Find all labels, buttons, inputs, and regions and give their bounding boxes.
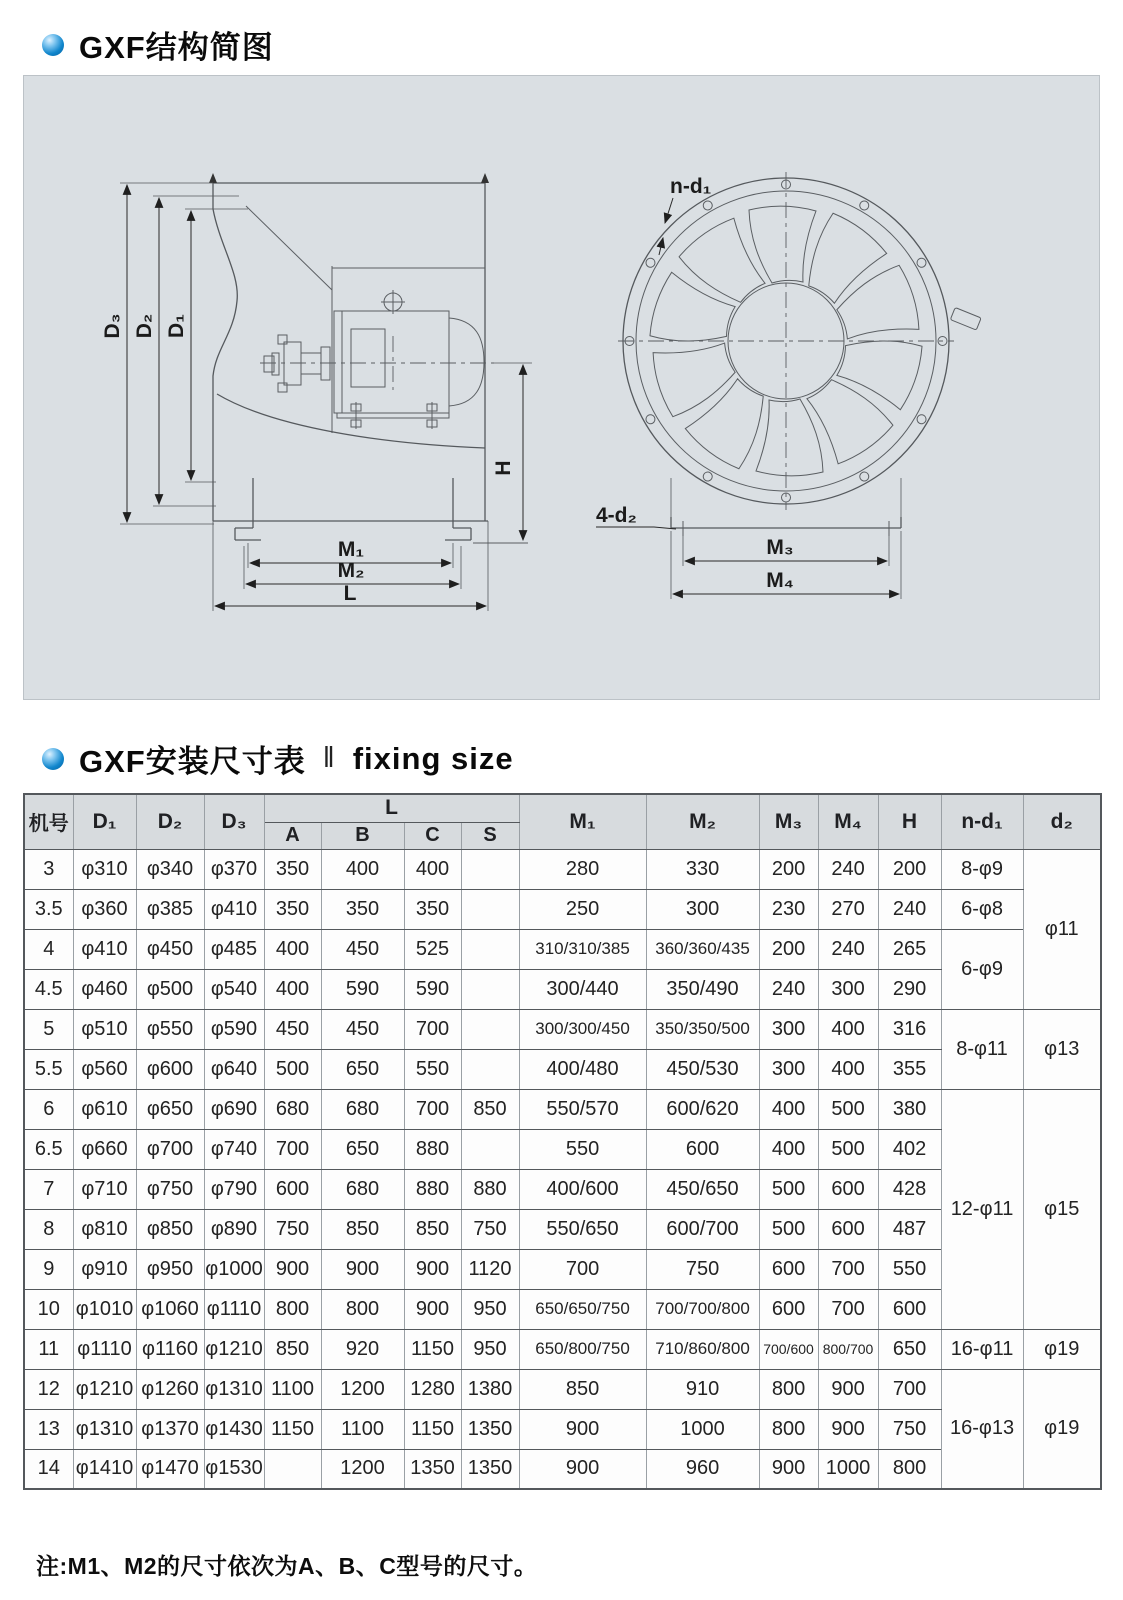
cell: 330 (646, 849, 759, 889)
cell: 710/860/800 (646, 1329, 759, 1369)
cell: 450 (321, 929, 404, 969)
cell: 680 (264, 1089, 321, 1129)
cell: φ1210 (204, 1329, 264, 1369)
cell: 450 (321, 1009, 404, 1049)
cell: φ560 (73, 1049, 136, 1089)
cell: 8-φ11 (941, 1009, 1023, 1089)
cell: 900 (759, 1449, 818, 1489)
cell (461, 1049, 519, 1089)
cell: φ710 (73, 1169, 136, 1209)
cell: 487 (878, 1209, 941, 1249)
cell: 600 (818, 1209, 878, 1249)
cell: 300 (759, 1009, 818, 1049)
cell: φ1310 (73, 1409, 136, 1449)
cell: 850 (264, 1329, 321, 1369)
col-header-d1: D₁ (73, 794, 136, 849)
cell: 6-φ8 (941, 889, 1023, 929)
cell: 700 (878, 1369, 941, 1409)
cell: φ19 (1023, 1369, 1101, 1489)
cell: 6 (24, 1089, 73, 1129)
cell: 1380 (461, 1369, 519, 1409)
footnote: 注:M1、M2的尺寸依次为A、B、C型号的尺寸。 (36, 1553, 538, 1579)
fixing-size-table-wrap (23, 793, 1102, 1490)
cell: 700 (404, 1089, 461, 1129)
cell: 700 (818, 1289, 878, 1329)
cell: 500 (264, 1049, 321, 1089)
cell: 240 (759, 969, 818, 1009)
cell: 650 (321, 1129, 404, 1169)
cell: 1200 (321, 1449, 404, 1489)
dim-label-nd1: n-d₁ (670, 175, 712, 198)
cell: 600 (818, 1169, 878, 1209)
col-header-c: C (404, 822, 461, 849)
cell: 6.5 (24, 1129, 73, 1169)
cell: φ1530 (204, 1449, 264, 1489)
cell: 400 (264, 969, 321, 1009)
cell: 350 (264, 889, 321, 929)
col-header-jihao: 机号 (24, 794, 73, 849)
cell: 960 (646, 1449, 759, 1489)
cell: 500 (759, 1209, 818, 1249)
cell: φ910 (73, 1249, 136, 1289)
cell: 900 (264, 1249, 321, 1289)
cell: φ790 (204, 1169, 264, 1209)
cell: 402 (878, 1129, 941, 1169)
cell: φ590 (204, 1009, 264, 1049)
cell: φ460 (73, 969, 136, 1009)
cell: 1200 (321, 1369, 404, 1409)
cell: 700 (519, 1249, 646, 1289)
cell: 300 (759, 1049, 818, 1089)
cell: 350/350/500 (646, 1009, 759, 1049)
dim-label-m1: M₁ (337, 538, 365, 561)
col-header-a: A (264, 822, 321, 849)
handle-tab (950, 308, 981, 331)
cell: φ500 (136, 969, 204, 1009)
front-view-drawing (596, 172, 981, 599)
cell: φ1470 (136, 1449, 204, 1489)
cell: 450 (264, 1009, 321, 1049)
table-row (24, 1129, 1101, 1169)
cell: 550 (878, 1249, 941, 1289)
cell: φ13 (1023, 1009, 1101, 1089)
cell: 1150 (404, 1409, 461, 1449)
cell (461, 969, 519, 1009)
cell: 6-φ9 (941, 929, 1023, 1009)
cell: φ890 (204, 1209, 264, 1249)
cell: 400 (818, 1009, 878, 1049)
col-header-nd1: n-d₁ (941, 794, 1023, 849)
cell (461, 849, 519, 889)
cell: 900 (519, 1449, 646, 1489)
cell: φ1110 (204, 1289, 264, 1329)
cell: 265 (878, 929, 941, 969)
cell: φ19 (1023, 1329, 1101, 1369)
table-row (24, 849, 1101, 889)
cell: 800 (759, 1369, 818, 1409)
cell: 900 (404, 1289, 461, 1329)
col-header-m2: M₂ (646, 794, 759, 849)
cell: φ1110 (73, 1329, 136, 1369)
cell: 16-φ11 (941, 1329, 1023, 1369)
table-row (24, 1089, 1101, 1129)
cell: 270 (818, 889, 878, 929)
cell: 300 (646, 889, 759, 929)
cell: 550 (404, 1049, 461, 1089)
table-row (24, 1249, 1101, 1289)
cell: 7 (24, 1169, 73, 1209)
cell: 600 (759, 1289, 818, 1329)
structure-diagram-panel (23, 75, 1100, 700)
cell: 1350 (461, 1449, 519, 1489)
cell: 590 (404, 969, 461, 1009)
table-row (24, 1329, 1101, 1369)
cell: 600/700 (646, 1209, 759, 1249)
cell: 240 (878, 889, 941, 929)
cell: φ310 (73, 849, 136, 889)
cell: 850 (461, 1089, 519, 1129)
cell: φ850 (136, 1209, 204, 1249)
cell: 650 (321, 1049, 404, 1089)
col-header-s: S (461, 822, 519, 849)
cell: 200 (759, 849, 818, 889)
table-row (24, 929, 1101, 969)
cell: 700/600 (759, 1329, 818, 1369)
cell: φ750 (136, 1169, 204, 1209)
cell: 900 (519, 1409, 646, 1449)
cell: φ340 (136, 849, 204, 889)
cell: 900 (818, 1369, 878, 1409)
cell: φ1430 (204, 1409, 264, 1449)
cell: 12 (24, 1369, 73, 1409)
cell: φ450 (136, 929, 204, 969)
cell: 5 (24, 1009, 73, 1049)
dim-label-d3: D₃ (101, 313, 124, 339)
cell: 700 (818, 1249, 878, 1289)
cell: 1350 (461, 1409, 519, 1449)
cell: φ660 (73, 1129, 136, 1169)
col-header-l: L (264, 794, 519, 822)
cell: φ1160 (136, 1329, 204, 1369)
cell (461, 929, 519, 969)
fixing-size-table (23, 793, 1102, 1490)
cell: 350/490 (646, 969, 759, 1009)
cell: 3.5 (24, 889, 73, 929)
col-header-d3: D₃ (204, 794, 264, 849)
cell: 360/360/435 (646, 929, 759, 969)
cell: 500 (759, 1169, 818, 1209)
cell: 950 (461, 1289, 519, 1329)
cell: 350 (264, 849, 321, 889)
table-row (24, 1009, 1101, 1049)
cell: 350 (321, 889, 404, 929)
table-row (24, 1289, 1101, 1329)
cell: φ360 (73, 889, 136, 929)
cell: φ1310 (204, 1369, 264, 1409)
dim-label-4d2: 4-d₂ (596, 504, 637, 527)
table-row (24, 1409, 1101, 1449)
table-row (24, 1169, 1101, 1209)
blue-bullet-icon (42, 748, 64, 770)
cell: 8 (24, 1209, 73, 1249)
cell: φ410 (73, 929, 136, 969)
cell: 910 (646, 1369, 759, 1409)
cell: 200 (759, 929, 818, 969)
cell: 10 (24, 1289, 73, 1329)
cell: 1150 (404, 1329, 461, 1369)
cell: 750 (264, 1209, 321, 1249)
cell: 800/700 (818, 1329, 878, 1369)
cell: φ1410 (73, 1449, 136, 1489)
cell: φ610 (73, 1089, 136, 1129)
cell (461, 1129, 519, 1169)
cell: φ1210 (73, 1369, 136, 1409)
cell: φ1010 (73, 1289, 136, 1329)
cell: φ1060 (136, 1289, 204, 1329)
cell: 850 (404, 1209, 461, 1249)
cell: φ600 (136, 1049, 204, 1089)
col-header-d2hole: d₂ (1023, 794, 1101, 849)
cell: 240 (818, 929, 878, 969)
cell: 800 (878, 1449, 941, 1489)
dim-label-m2: M₂ (337, 559, 365, 582)
section2-subtitle: fixing size (352, 740, 514, 776)
side-view-drawing (101, 173, 532, 611)
dim-label-m4: M₄ (766, 569, 794, 592)
table-row (24, 1449, 1101, 1489)
col-header-d2: D₂ (136, 794, 204, 849)
dim-label-l: L (343, 582, 357, 605)
col-header-m1: M₁ (519, 794, 646, 849)
cell: φ510 (73, 1009, 136, 1049)
cell: 355 (878, 1049, 941, 1089)
cell: φ11 (1023, 849, 1101, 1009)
cell: 525 (404, 929, 461, 969)
cell: 380 (878, 1089, 941, 1129)
cell: 300/440 (519, 969, 646, 1009)
cell: φ740 (204, 1129, 264, 1169)
cell: 400 (404, 849, 461, 889)
cell: 230 (759, 889, 818, 929)
cell: 900 (404, 1249, 461, 1289)
section2-title: GXF安装尺寸表 (79, 744, 306, 779)
dim-label-h: H (492, 460, 515, 476)
cell: 300 (818, 969, 878, 1009)
cell: 850 (519, 1369, 646, 1409)
cell: φ650 (136, 1089, 204, 1129)
cell: φ950 (136, 1249, 204, 1289)
cell: 900 (321, 1249, 404, 1289)
cell: 200 (878, 849, 941, 889)
table-row (24, 889, 1101, 929)
section2-heading (42, 736, 514, 781)
cell: φ1370 (136, 1409, 204, 1449)
cell: 920 (321, 1329, 404, 1369)
cell: 4 (24, 929, 73, 969)
cell: 600 (878, 1289, 941, 1329)
cell: 900 (818, 1409, 878, 1449)
cell: 9 (24, 1249, 73, 1289)
section1-title: GXF结构简图 (79, 30, 274, 65)
cell: 400 (321, 849, 404, 889)
cell: φ370 (204, 849, 264, 889)
col-header-m4: M₄ (818, 794, 878, 849)
section1-heading (42, 22, 274, 67)
cell: 550 (519, 1129, 646, 1169)
cell: 500 (818, 1129, 878, 1169)
cell: 950 (461, 1329, 519, 1369)
cell: φ15 (1023, 1089, 1101, 1329)
cell: 680 (321, 1169, 404, 1209)
cell: 11 (24, 1329, 73, 1369)
cell: 700 (264, 1129, 321, 1169)
cell: 850 (321, 1209, 404, 1249)
cell: 1150 (264, 1409, 321, 1449)
cell: 550/570 (519, 1089, 646, 1129)
cell: 800 (321, 1289, 404, 1329)
cell: φ410 (204, 889, 264, 929)
cell: 4.5 (24, 969, 73, 1009)
cell: 400 (759, 1089, 818, 1129)
cell: 14 (24, 1449, 73, 1489)
table-row (24, 1209, 1101, 1249)
cell: 450/530 (646, 1049, 759, 1089)
cell: 880 (404, 1169, 461, 1209)
cell: 750 (878, 1409, 941, 1449)
col-header-h: H (878, 794, 941, 849)
cell: 1120 (461, 1249, 519, 1289)
cell: 1100 (264, 1369, 321, 1409)
cell: 280 (519, 849, 646, 889)
cell: 650/650/750 (519, 1289, 646, 1329)
cell: 316 (878, 1009, 941, 1049)
cell: 880 (461, 1169, 519, 1209)
cell: φ640 (204, 1049, 264, 1089)
cell: 600/620 (646, 1089, 759, 1129)
table-row (24, 1049, 1101, 1089)
cell: φ700 (136, 1129, 204, 1169)
cell: 650/800/750 (519, 1329, 646, 1369)
col-header-b: B (321, 822, 404, 849)
cell: 600 (646, 1129, 759, 1169)
cell: 1350 (404, 1449, 461, 1489)
cell: 8-φ9 (941, 849, 1023, 889)
cell: 5.5 (24, 1049, 73, 1089)
cell: 16-φ13 (941, 1369, 1023, 1489)
cell (461, 1009, 519, 1049)
cell: 650 (878, 1329, 941, 1369)
dim-label-d1: D₁ (165, 314, 188, 338)
cell: φ540 (204, 969, 264, 1009)
cell: 450/650 (646, 1169, 759, 1209)
cell: 428 (878, 1169, 941, 1209)
col-header-m3: M₃ (759, 794, 818, 849)
cell: 550/650 (519, 1209, 646, 1249)
cell: 290 (878, 969, 941, 1009)
cell: 700/700/800 (646, 1289, 759, 1329)
cell: 300/300/450 (519, 1009, 646, 1049)
cell: 1100 (321, 1409, 404, 1449)
title-divider: ‖ (322, 742, 336, 774)
structure-diagram (24, 76, 1099, 699)
cell: 3 (24, 849, 73, 889)
dim-label-m3: M₃ (766, 536, 794, 559)
cell: 12-φ11 (941, 1089, 1023, 1329)
cell (264, 1449, 321, 1489)
cell: 700 (404, 1009, 461, 1049)
cell: 250 (519, 889, 646, 929)
cell: φ385 (136, 889, 204, 929)
cell: 600 (759, 1249, 818, 1289)
cell: φ690 (204, 1089, 264, 1129)
cell: 350 (404, 889, 461, 929)
cell: φ485 (204, 929, 264, 969)
cell: 240 (818, 849, 878, 889)
table-row (24, 1369, 1101, 1409)
cell: 680 (321, 1089, 404, 1129)
dim-label-d2: D₂ (133, 313, 156, 339)
cell: 800 (759, 1409, 818, 1449)
cell (461, 889, 519, 929)
cell: 590 (321, 969, 404, 1009)
cell: 800 (264, 1289, 321, 1329)
cell: 310/310/385 (519, 929, 646, 969)
cell: 400 (264, 929, 321, 969)
cell: 400/600 (519, 1169, 646, 1209)
cell: 880 (404, 1129, 461, 1169)
cell: 500 (818, 1089, 878, 1129)
cell: φ1000 (204, 1249, 264, 1289)
cell: 600 (264, 1169, 321, 1209)
cell: φ810 (73, 1209, 136, 1249)
cell: 750 (646, 1249, 759, 1289)
table-row (24, 969, 1101, 1009)
cell: 1000 (646, 1409, 759, 1449)
cell: 750 (461, 1209, 519, 1249)
cell: φ1260 (136, 1369, 204, 1409)
cell: 400 (759, 1129, 818, 1169)
cell: 1280 (404, 1369, 461, 1409)
cell: 1000 (818, 1449, 878, 1489)
cell: φ550 (136, 1009, 204, 1049)
cell: 13 (24, 1409, 73, 1449)
cell: 400 (818, 1049, 878, 1089)
blue-bullet-icon (42, 34, 64, 56)
cell: 400/480 (519, 1049, 646, 1089)
